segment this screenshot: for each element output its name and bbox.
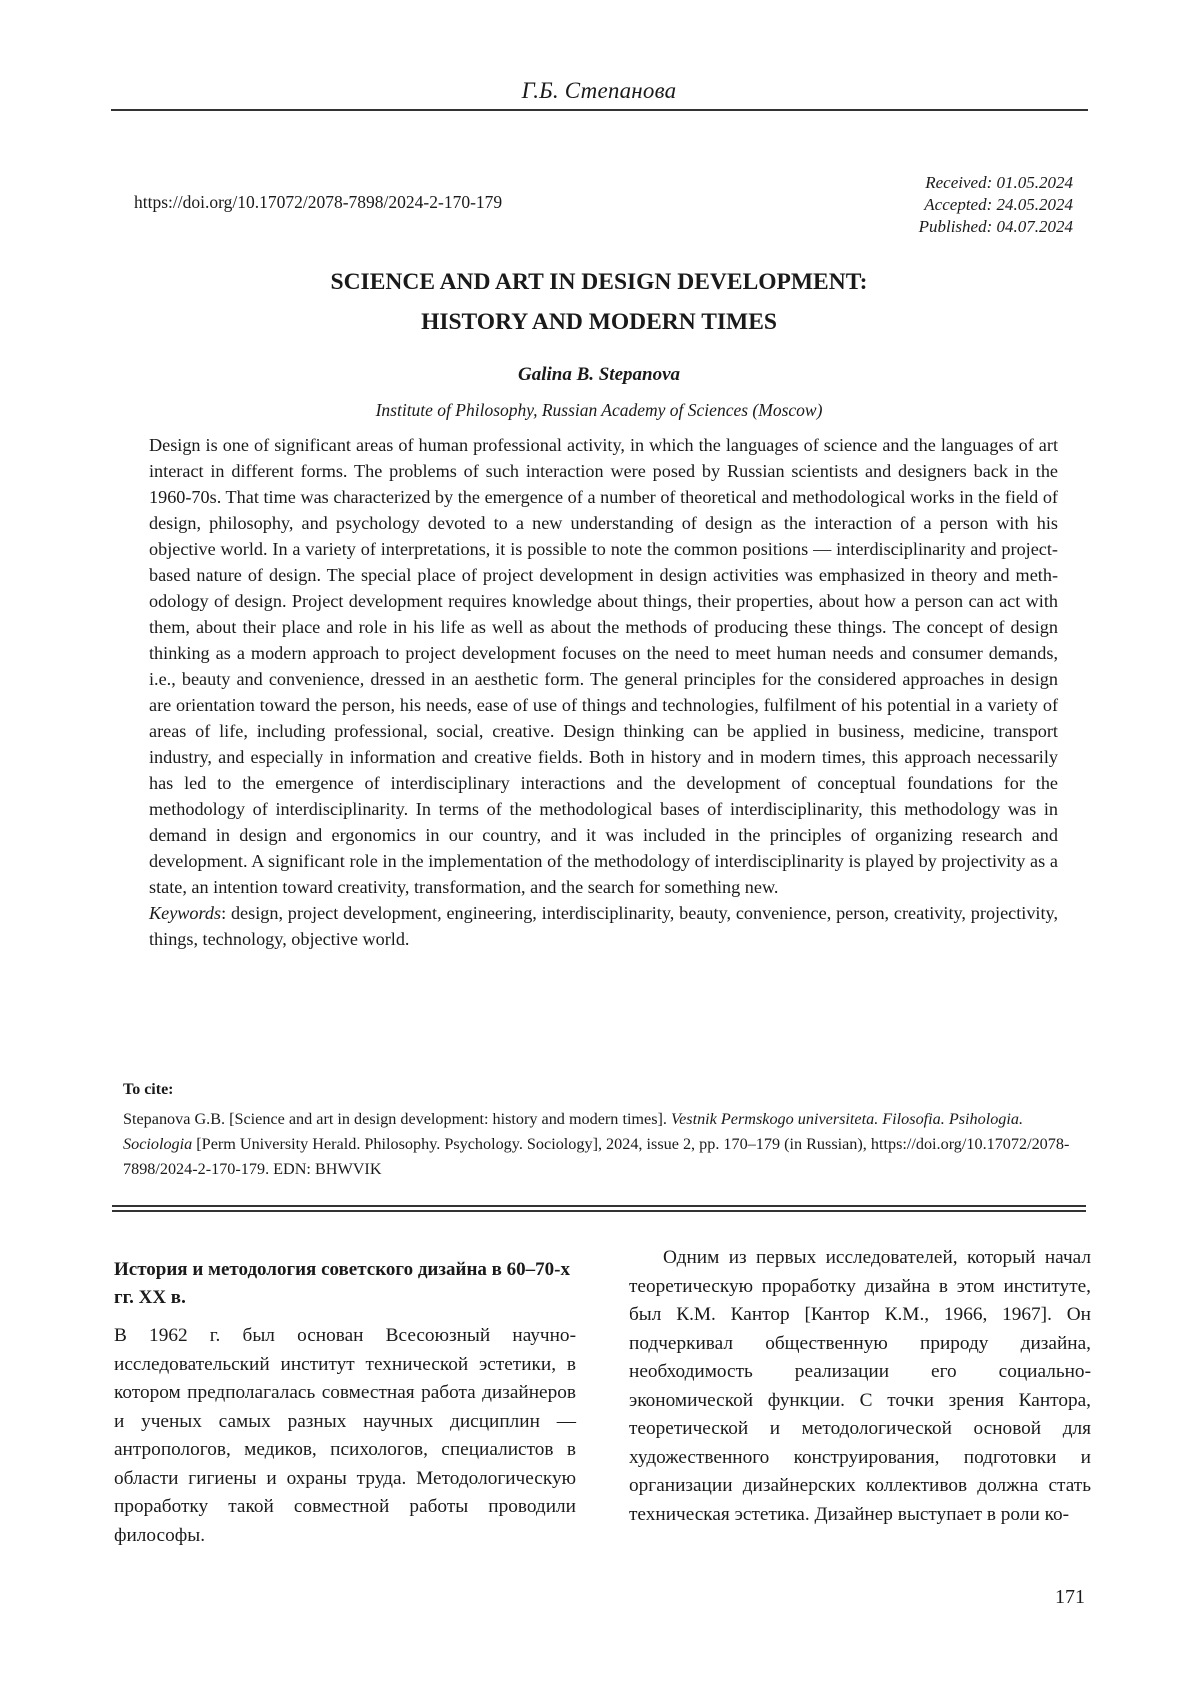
left-column-paragraph: В 1962 г. был основан Всесоюзный научно-исследовательский институт технической эстетики, в котором предполагалась совместная работа дизайнеров и ученых самых разных научных дисциплин — антропологов, медиков, психологов, специалистов в области гигиены и охраны труда. Методологическую проработку такой совместной работы проводили философы.	[114, 1325, 576, 1546]
right-column	[629, 1244, 1091, 1529]
article-title	[110, 262, 1088, 342]
published-date: Published: 04.07.2024	[918, 217, 1073, 236]
accepted-date: Accepted: 24.05.2024	[924, 195, 1073, 214]
abstract	[149, 432, 1058, 952]
title-line-2: HISTORY AND MODERN TIMES	[421, 309, 777, 335]
keywords	[149, 900, 1058, 952]
abstract-text: Design is one of significant areas of human professional activity, in which the languages of science and the languages of art interact in different forms. The problems of such interaction were posed by Russian scientists and designers back in the 1960-70s. That time was characterized by the emergence of a number of theoretical and methodological works in the field of design, philosophy, and psychology devoted to a new understanding of design as the interaction of a person with his objective world. In a variety of interpretations, it is possible to note the common positions — interdisciplinarity and project-based nature of design. The special place of project development in design activities was emphasized in theory and methodology of design. Project development requires knowledge about things, their properties, about how a person can act with them, about their place and role in his life as well as about the methods of producing these things. The concept of design thinking as a modern approach to project development focuses on the need to meet human needs and consumer demands, i.e., beauty and convenience, dressed in an aesthetic form. The general principles for the considered approaches in design are orientation toward the person, his needs, ease of use of things and technologies, fulfilment of his potential in a variety of areas of life, including professional, social, creative. Design thinking can be applied in business, medicine, transport industry, and especially in information and creative fields. Both in history and in modern times, this approach necessarily has led to the emergence of interdisciplinary interactions and the development of conceptual foundations for the methodology of interdisciplinarity. In terms of the methodological bases of interdisciplinarity, this methodology was in demand in design and ergonomics in our country, and it was included in the principles of organizing research and development. A significant role in the implementation of the methodology of interdisciplinarity is played by projectivity as a state, an intention toward creativity, transformation, and the search for something new.	[149, 435, 1058, 897]
title-line-1: SCIENCE AND ART IN DESIGN DEVELOPMENT:	[330, 269, 868, 295]
citation-authors-title: Stepanova G.B. [Science and art in design development: history and modern times].	[123, 1110, 671, 1128]
section-heading: История и методология советского дизайна в 60–70-х гг. XX в.	[114, 1259, 570, 1308]
header-rule	[111, 109, 1088, 111]
publication-dates	[919, 172, 1073, 238]
citation-details: [Perm University Herald. Philosophy. Psychology. Sociology], 2024, issue 2, pp. 170–179 (in Russian), https://doi.org/10.17072/2078-7898/2024-2-170-179. EDN: BHWVIK	[123, 1135, 1070, 1178]
running-header: Г.Б. Степанова	[521, 78, 677, 103]
citation-label: To cite:	[123, 1081, 174, 1098]
author-name: Galina B. Stepanova	[517, 364, 681, 385]
citation-journal: Vestnik Permskogo universiteta. Filosofia. Psihologia. Sociologia	[123, 1110, 1024, 1153]
left-column	[114, 1256, 576, 1550]
citation-text	[123, 1107, 1088, 1182]
keywords-label: Keywords	[149, 903, 222, 923]
page-number: 171	[1055, 1586, 1085, 1608]
received-date: Received: 01.05.2024	[925, 173, 1073, 192]
author-affiliation: Institute of Philosophy, Russian Academy of Sciences (Moscow)	[375, 400, 823, 420]
doi-link[interactable]: https://doi.org/10.17072/2078-7898/2024-2-170-179	[134, 192, 503, 212]
right-column-paragraph: Одним из первых исследователей, который начал теоретическую проработку дизайна в этом институте, был К.М. Кантор [Кантор К.М., 1966, 1967]. Он подчеркивал общественную природу дизайна, необходимость реализации его социально-экономической функции. С точки зрения Кантора, теоретической и методологической основой для художественного конструирования, подготовки и организации дизайнерских коллективов должна стать техническая эстетика. Дизайнер выступает в роли ко-	[629, 1247, 1091, 1525]
keywords-list: : design, project development, engineering, interdisciplinarity, beauty, convenience, person, creativity, projectivity, things, technology, objective world.	[149, 903, 1058, 949]
section-divider	[112, 1205, 1086, 1212]
